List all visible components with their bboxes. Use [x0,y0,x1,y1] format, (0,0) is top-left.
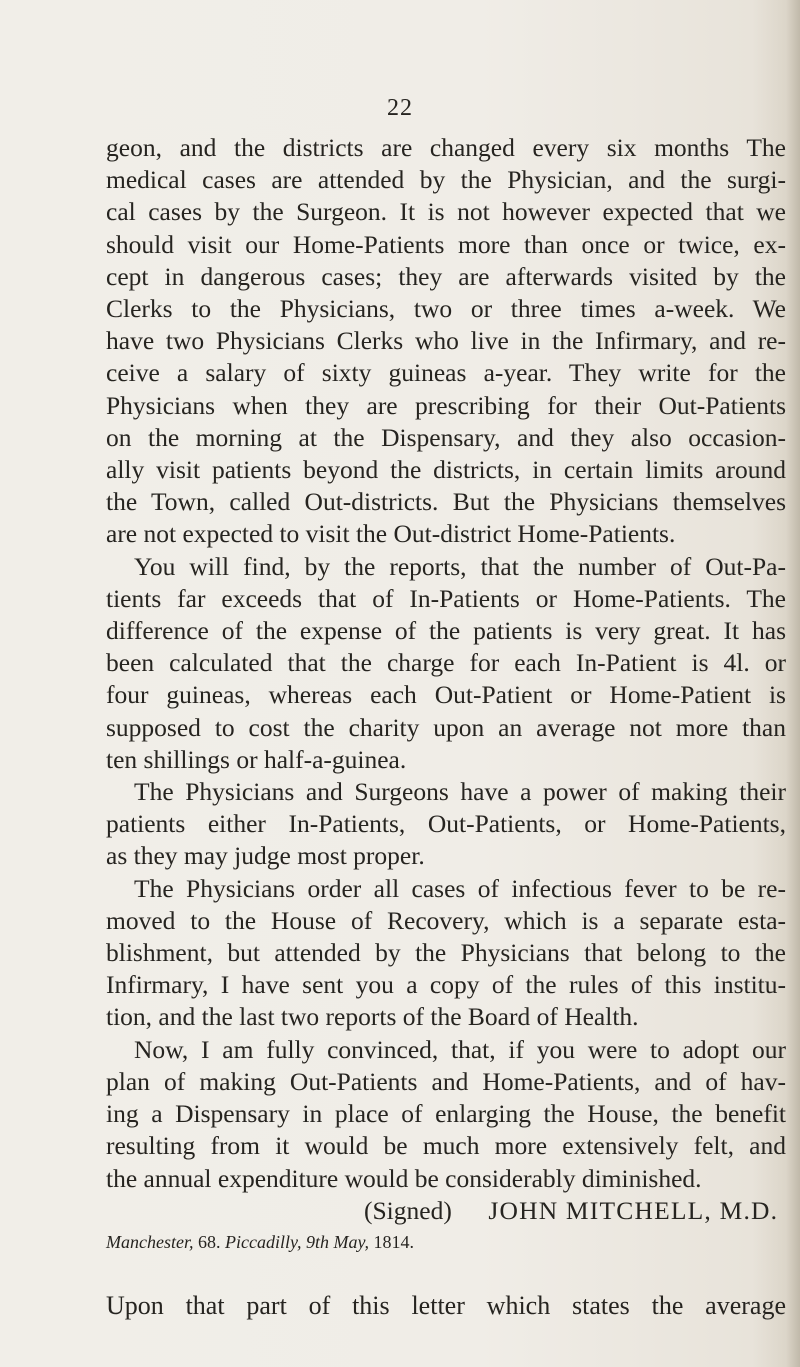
text-line: resulting from it would be much more extensively felt, and [106,1131,786,1161]
text-line: Physicians when they are prescribing for their Out-Patients [106,390,786,420]
text-line: Infirmary, I have sent you a copy of the rules of this institu- [106,970,786,1000]
dateline [106,1227,786,1257]
text-line: difference of the expense of the patients is very great. It has [106,616,786,646]
text-line: should visit our Home-Patients more than once or twice, ex- [106,229,786,259]
text-line: cept in dangerous cases; they are afterwards visited by the [106,261,786,291]
paragraph-start-line: The Physicians and Surgeons have a power of making their [134,777,786,807]
text-line: the annual expenditure would be considerably diminished. [106,1163,702,1193]
page-number: 22 [387,95,413,121]
paragraph-start-line: You will find, by the reports, that the number of Out-Pa- [134,551,786,581]
text-line: Clerks to the Physicians, two or three times a-week. We [106,294,786,324]
letter-body [106,132,786,1257]
page-edge-shadow [786,0,800,1367]
text-line: have two Physicians Clerks who live in the Infirmary, and re- [106,326,786,356]
text-line: ceive a salary of sixty guineas a-year. They write for the [106,358,786,388]
text-line: as they may judge most proper. [106,841,425,871]
text-line: supposed to cost the charity upon an average not more than [106,712,786,742]
signature-line [106,1195,786,1227]
dateline-place: Manchester, [106,1231,194,1252]
text-line: geon, and the districts are changed every six months The [106,133,786,162]
text-line: been calculated that the charge for each In-Patient is 4l. or [106,648,786,678]
text-line: plan of making Out-Patients and Home-Patients, and of hav- [106,1066,786,1096]
text-line: on the morning at the Dispensary, and they also occasion- [106,422,786,452]
text-line: tion, and the last two reports of the Board of Health. [106,1002,639,1032]
text-line: ally visit patients beyond the districts, in certain limits around [106,455,786,485]
text-line: tients far exceeds that of In-Patients or Home-Patients. The [106,583,786,613]
text-line: moved to the House of Recovery, which is a separate esta- [106,905,786,935]
signed-label: (Signed) [364,1195,452,1225]
dateline-year: 1814. [373,1231,414,1252]
dateline-address: Piccadilly, 9th May, [224,1231,369,1252]
text-line: blishment, but attended by the Physicians that belong to the [106,938,786,968]
text-line: ten shillings or half-a-guinea. [106,744,407,774]
text-line: medical cases are attended by the Physician, and the surgi- [106,165,786,195]
paragraph-start-line: Now, I am fully convinced, that, if you were to adopt our [134,1034,786,1064]
dateline-number: 68. [197,1231,221,1252]
signatory-name: JOHN MITCHELL, M.D. [488,1195,779,1225]
text-line: are not expected to visit the Out-district Home-Patients. [106,519,676,549]
text-line: four guineas, whereas each Out-Patient or Home-Patient is [106,680,786,710]
text-line: the Town, called Out-districts. But the Physicians themselves [106,487,786,517]
paragraph-start-line: The Physicians order all cases of infectious fever to be re- [134,873,786,903]
text-line: cal cases by the Surgeon. It is not however expected that we [106,197,786,227]
text-line: ing a Dispensary in place of enlarging the House, the benefit [106,1099,786,1129]
text-line: patients either In-Patients, Out-Patients, or Home-Patients, [106,809,786,839]
closing-line: Upon that part of this letter which states the average [106,1291,786,1320]
